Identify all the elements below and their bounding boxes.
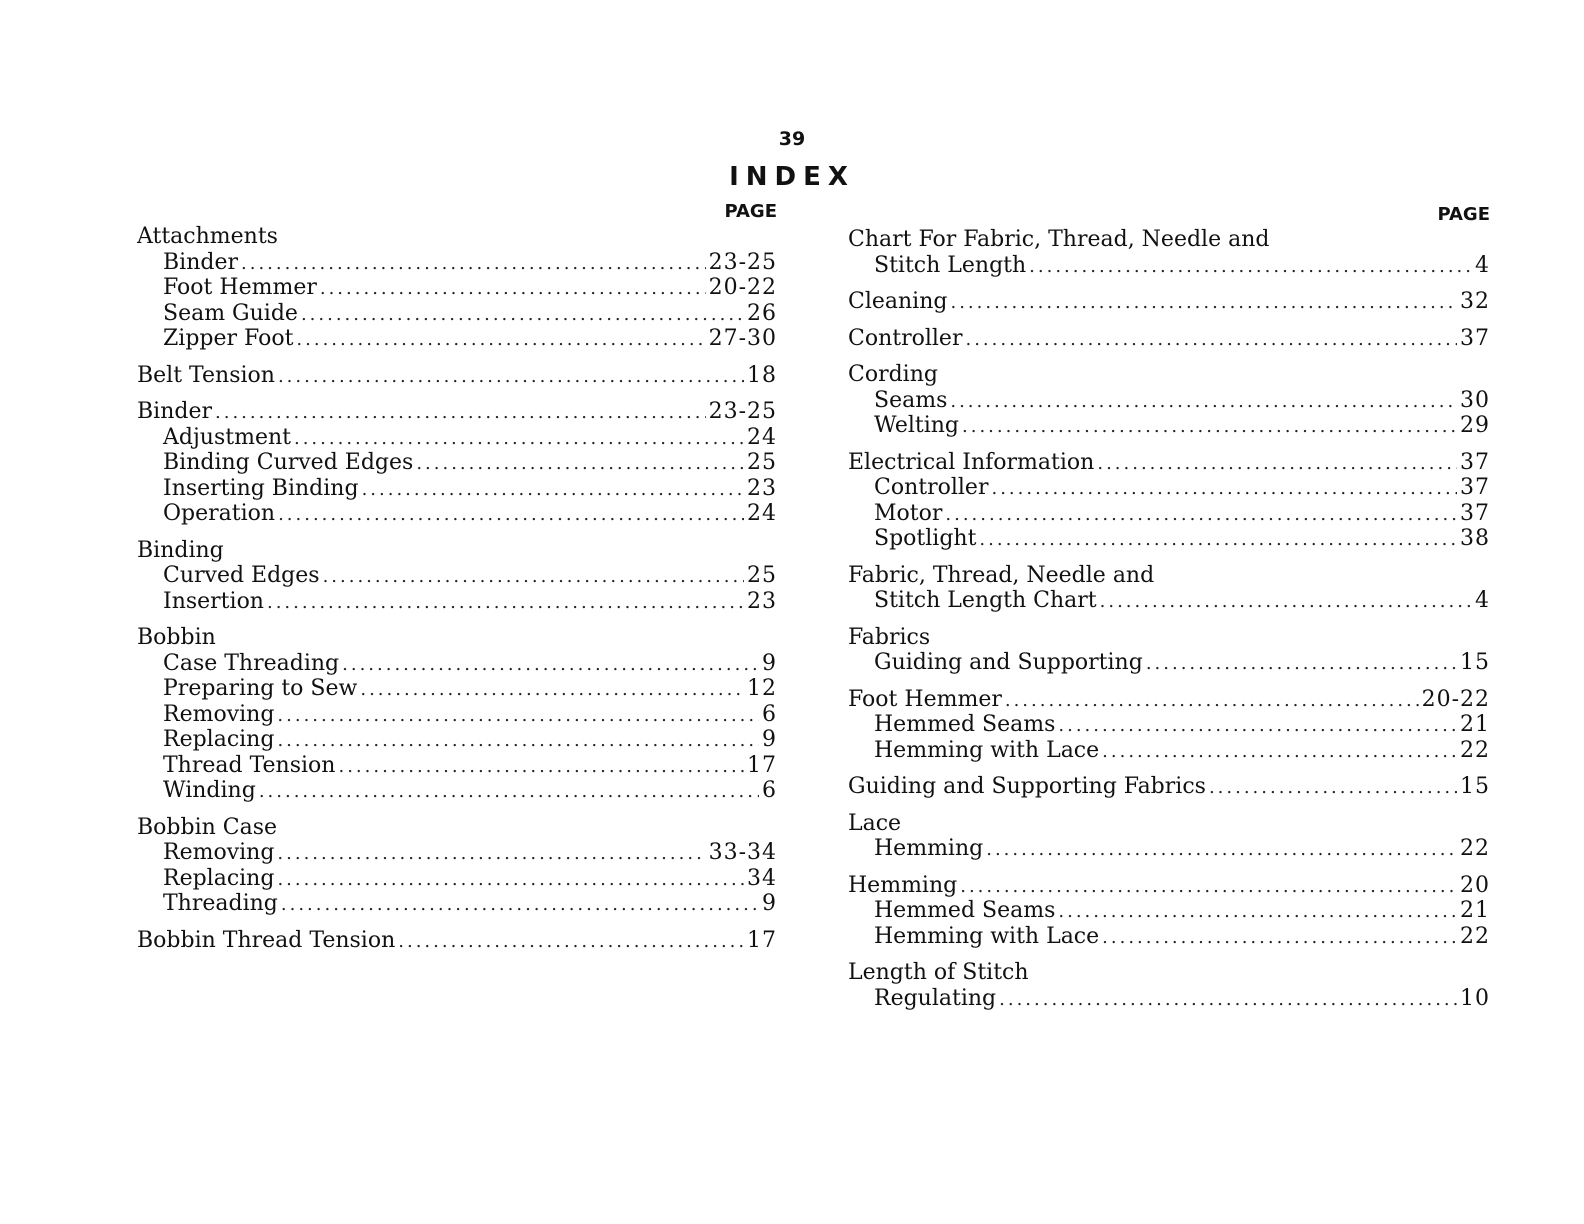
dot-leader (1102, 739, 1457, 764)
entry-label: Binding (137, 537, 224, 563)
dot-leader (1058, 713, 1457, 738)
index-subentry (137, 651, 777, 677)
index-subentry (137, 891, 777, 917)
dot-leader (215, 400, 706, 425)
entry-label: Fabric, Thread, Needle and (848, 562, 1155, 588)
entry-page-number: 27-30 (708, 326, 777, 351)
dot-leader (986, 837, 1457, 862)
entry-page-number: 20-22 (708, 275, 777, 300)
entry-page-number: 38 (1460, 526, 1490, 551)
dot-leader (1058, 899, 1457, 924)
dot-leader (1097, 451, 1457, 476)
index-entry (848, 362, 1490, 388)
index-entry (137, 815, 777, 841)
entry-page-number: 23 (747, 588, 777, 614)
dot-leader (979, 527, 1457, 552)
index-subentry (848, 650, 1490, 676)
index-subentry (848, 898, 1490, 924)
index-subentry (848, 588, 1490, 614)
entry-page-number: 30 (1460, 387, 1490, 413)
entry-label: Removing (163, 701, 275, 727)
entry-page-number: 23 (747, 475, 777, 501)
entry-page-number: 4 (1475, 252, 1490, 278)
entry-label: Inserting Binding (163, 475, 359, 501)
entry-label: Thread Tension (163, 752, 336, 778)
index-subentry (137, 866, 777, 892)
entry-label: Binding Curved Edges (163, 450, 414, 475)
index-entry (848, 563, 1490, 589)
dot-leader (278, 502, 744, 527)
entry-page-number: 34 (747, 865, 777, 891)
entry-label: Bobbin (137, 625, 216, 650)
entry-label: Removing (163, 840, 275, 865)
dot-leader (277, 867, 744, 892)
index-entry (137, 625, 777, 651)
index-entry (137, 363, 777, 389)
dot-leader (259, 779, 759, 804)
index-column-right (848, 203, 1490, 1011)
entry-label: Operation (163, 501, 276, 526)
entry-label: Fabrics (848, 624, 931, 650)
dot-leader (962, 414, 1457, 439)
entry-label: Electrical Information (848, 449, 1095, 475)
entry-label: Seams (874, 387, 948, 413)
index-column-left (137, 200, 777, 953)
index-subentry (137, 501, 777, 527)
index-subentry (137, 326, 777, 352)
entry-label: Zipper Foot (163, 326, 294, 351)
entry-label: Threading (163, 891, 278, 916)
index-subentry (137, 727, 777, 753)
dot-leader (965, 327, 1457, 352)
entry-label: Hemming with Lace (874, 737, 1100, 763)
dot-leader (278, 364, 744, 389)
entry-label: Curved Edges (163, 563, 320, 588)
entry-label: Winding (163, 778, 256, 803)
index-subentry (137, 476, 777, 502)
dot-leader (1029, 254, 1472, 279)
index-subentry (848, 712, 1490, 738)
dot-leader (1005, 688, 1419, 713)
dot-leader (294, 426, 744, 451)
entry-label: Guiding and Supporting (874, 650, 1143, 675)
entry-label: Spotlight (874, 526, 977, 551)
index-entry (848, 450, 1490, 476)
index-subentry (848, 526, 1490, 552)
dot-leader (277, 703, 759, 728)
dot-leader (360, 677, 744, 702)
index-entry (848, 811, 1490, 837)
dot-leader (1146, 651, 1457, 676)
entry-page-number: 9 (762, 650, 777, 676)
index-entry (137, 928, 777, 954)
dot-leader (296, 327, 705, 352)
dot-leader (301, 302, 744, 327)
entry-label: Lace (848, 810, 902, 836)
index-subentry (137, 753, 777, 779)
index-subentry (137, 425, 777, 451)
index-subentry (137, 301, 777, 327)
entry-label: Hemming (874, 836, 984, 861)
entry-label: Welting (874, 413, 960, 438)
dot-leader (277, 841, 705, 866)
index-entry (848, 960, 1490, 986)
entry-page-number: 17 (747, 752, 777, 778)
dot-leader (277, 728, 759, 753)
entry-label: Regulating (874, 985, 997, 1011)
entry-page-number: 15 (1460, 650, 1490, 675)
entry-label: Preparing to Sew (163, 676, 358, 701)
entry-page-number: 24 (747, 424, 777, 450)
index-subentry (137, 676, 777, 702)
index-subentry (848, 986, 1490, 1012)
index-subentry (848, 253, 1490, 279)
entry-label: Replacing (163, 865, 275, 891)
entry-page-number: 25 (747, 563, 777, 588)
entry-page-number: 21 (1460, 712, 1490, 737)
entry-label: Hemming (848, 872, 958, 898)
page-column-label: PAGE (724, 201, 777, 222)
entry-page-number: 33-34 (708, 840, 777, 865)
index-subentry (137, 778, 777, 804)
dot-leader (1209, 775, 1457, 800)
dot-leader (991, 476, 1457, 501)
index-subentry (137, 840, 777, 866)
entry-label: Motor (874, 500, 943, 526)
entry-label: Replacing (163, 727, 275, 752)
entry-label: Hemming with Lace (874, 923, 1100, 949)
entry-page-number: 37 (1460, 325, 1490, 351)
entry-page-number: 22 (1460, 836, 1490, 861)
page-title: INDEX (729, 162, 855, 192)
entry-label: Bobbin Case (137, 814, 278, 840)
entry-label: Bobbin Thread Tension (137, 927, 396, 953)
dot-leader (398, 929, 744, 954)
index-entry (848, 326, 1490, 352)
entry-page-number: 23-25 (708, 399, 777, 424)
entry-label: Hemmed Seams (874, 898, 1056, 923)
entry-page-number: 9 (762, 727, 777, 752)
entry-page-number: 21 (1460, 898, 1490, 923)
index-entries-right (848, 227, 1490, 1011)
index-subentry (848, 388, 1490, 414)
page-number: 39 (778, 128, 806, 150)
entry-label: Attachments (137, 224, 278, 249)
entry-label: Seam Guide (163, 300, 298, 326)
entry-page-number: 6 (762, 701, 777, 727)
entry-page-number: 22 (1460, 923, 1490, 949)
entry-label: Stitch Length Chart (874, 588, 1097, 613)
entry-page-number: 4 (1475, 588, 1490, 613)
entry-page-number: 20-22 (1421, 686, 1490, 712)
index-subentry (137, 589, 777, 615)
entry-page-number: 24 (747, 501, 777, 526)
entry-label: Cording (848, 362, 938, 387)
entry-label: Chart For Fabric, Thread, Needle and (848, 227, 1270, 252)
entry-label: Adjustment (163, 424, 291, 450)
dot-leader (281, 892, 759, 917)
entry-label: Binder (137, 399, 212, 424)
entry-label: Insertion (163, 588, 264, 614)
entry-page-number: 37 (1460, 500, 1490, 526)
entry-page-number: 23-25 (708, 249, 777, 275)
index-entry (848, 774, 1490, 800)
entry-page-number: 20 (1460, 872, 1490, 898)
entry-label: Belt Tension (137, 362, 275, 388)
index-entry (848, 289, 1490, 315)
index-subentry (848, 475, 1490, 501)
dot-leader (338, 754, 744, 779)
entry-label: Foot Hemmer (163, 275, 317, 300)
entry-page-number: 26 (747, 300, 777, 326)
entry-page-number: 29 (1460, 413, 1490, 438)
entry-label: Foot Hemmer (848, 686, 1002, 712)
dot-leader (320, 276, 706, 301)
dot-leader (1102, 925, 1457, 950)
entry-page-number: 10 (1460, 985, 1490, 1011)
dot-leader (342, 652, 759, 677)
entry-label: Stitch Length (874, 252, 1027, 278)
entry-page-number: 17 (747, 927, 777, 953)
dot-leader (323, 564, 744, 589)
entry-page-number: 9 (762, 891, 777, 916)
entry-label: Controller (848, 325, 963, 351)
entry-page-number: 37 (1460, 475, 1490, 500)
entry-label: Case Threading (163, 650, 340, 676)
index-entry (848, 625, 1490, 651)
index-subentry (848, 836, 1490, 862)
index-subentry (848, 501, 1490, 527)
dot-leader (999, 987, 1457, 1012)
dot-leader (416, 451, 744, 476)
entry-page-number: 32 (1460, 289, 1490, 314)
index-subentry (848, 738, 1490, 764)
entry-page-number: 6 (762, 778, 777, 803)
index-entry (848, 687, 1490, 713)
index-subentry (848, 924, 1490, 950)
dot-leader (267, 590, 744, 615)
index-entry (848, 227, 1490, 253)
index-entry (848, 873, 1490, 899)
index-subentry (137, 250, 777, 276)
page-column-label: PAGE (1437, 204, 1490, 225)
dot-leader (1100, 589, 1472, 614)
index-entry (137, 399, 777, 425)
entry-label: Guiding and Supporting Fabrics (848, 774, 1206, 799)
entry-label: Length of Stitch (848, 960, 1029, 985)
entry-page-number: 37 (1460, 449, 1490, 475)
index-entry (137, 224, 777, 250)
index-subentry (137, 450, 777, 476)
entry-page-number: 15 (1460, 774, 1490, 799)
dot-leader (362, 477, 744, 502)
dot-leader (960, 874, 1457, 899)
index-subentry (137, 563, 777, 589)
dot-leader (945, 502, 1457, 527)
entry-label: Controller (874, 475, 989, 500)
index-subentry (848, 413, 1490, 439)
entry-page-number: 22 (1460, 737, 1490, 763)
index-entry (137, 538, 777, 564)
entry-label: Binder (163, 249, 238, 275)
entry-label: Hemmed Seams (874, 712, 1056, 737)
entry-label: Cleaning (848, 289, 948, 314)
dot-leader (950, 389, 1457, 414)
dot-leader (241, 251, 706, 276)
entry-page-number: 12 (747, 676, 777, 701)
index-entries-left (137, 224, 777, 953)
entry-page-number: 25 (747, 450, 777, 475)
entry-page-number: 18 (747, 362, 777, 388)
dot-leader (950, 290, 1457, 315)
index-subentry (137, 702, 777, 728)
index-subentry (137, 275, 777, 301)
